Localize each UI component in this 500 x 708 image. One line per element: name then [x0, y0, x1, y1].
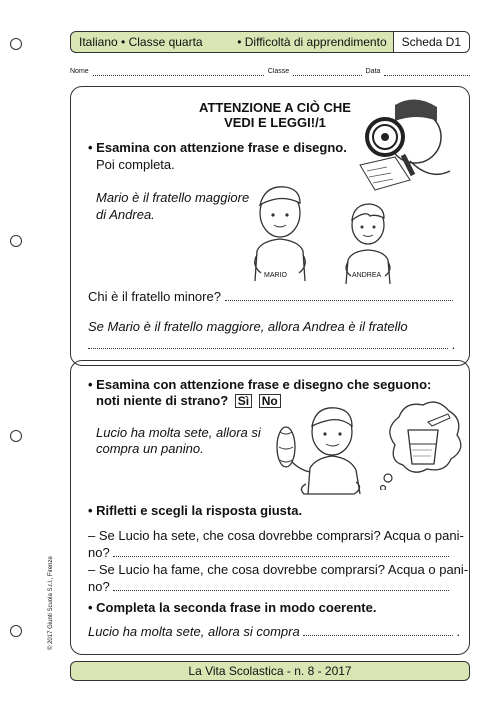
class-field[interactable] [293, 68, 361, 76]
sheet-label: Scheda D1 [393, 32, 469, 52]
complete-sentence-text: Lucio ha molta sete, allora si compra [88, 624, 300, 639]
topic-label: • Difficoltà di apprendimento [237, 35, 387, 49]
title-line-2: VEDI E LEGGI!/1 [224, 115, 326, 130]
copyright-note: © 2017 Giunti Scuola S.r.l., Firenze [48, 556, 54, 650]
binder-hole [10, 235, 22, 247]
mario-illustration [245, 183, 315, 283]
question-thirsty-end: no? [88, 545, 110, 560]
andrea-label: ANDREA [352, 272, 382, 279]
instruction-2-line-1: • Esamina con attenzione frase e disegno che seguono: [88, 377, 432, 392]
answer-field-2[interactable] [88, 338, 448, 349]
question-text: Chi è il fratello minore? [88, 289, 221, 304]
complete-instruction: • Completa la seconda frase in modo coerente. [88, 600, 377, 615]
sentence-1-line-2: di Andrea. [96, 207, 155, 222]
instruction-1-line-1: • Esamina con attenzione frase e disegno. [88, 140, 347, 155]
magnifier-boy-illustration [355, 95, 455, 195]
question-hungry-end: no? [88, 579, 110, 594]
question-hungry-line-1: – Se Lucio ha fame, che cosa dovrebbe comprarsi? Acqua o pani- [88, 562, 469, 577]
sentence-2-line-2: compra un panino. [96, 441, 204, 456]
question-thirsty-line-1: – Se Lucio ha sete, che cosa dovrebbe comprarsi? Acqua o pani- [88, 528, 464, 543]
binder-hole [10, 430, 22, 442]
binder-hole [10, 625, 22, 637]
subject-label: Italiano • Classe quarta [79, 35, 203, 49]
reflect-instruction: • Rifletti e scegli la risposta giusta. [88, 503, 303, 518]
question-thirsty-line-2 [88, 544, 449, 561]
instruction-1-line-2: Poi completa. [96, 157, 175, 172]
answer-field-1[interactable] [225, 290, 453, 301]
header-bar [70, 31, 470, 53]
answer-field-thirsty[interactable] [113, 546, 449, 557]
question-hungry-line-2 [88, 578, 449, 595]
date-label: Data [365, 68, 381, 75]
sentence-2-line-1: Lucio ha molta sete, allora si [96, 425, 261, 440]
instruction-2-text: noti niente di strano? [96, 393, 229, 408]
answer-field-hungry[interactable] [113, 580, 449, 591]
name-label: Nome [70, 68, 89, 75]
answer-field-complete[interactable] [303, 625, 453, 636]
sentence-1-line-1: Mario è il fratello maggiore [96, 190, 250, 205]
name-row [70, 68, 470, 76]
mario-label: MARIO [264, 272, 287, 279]
class-label: Classe [267, 68, 290, 75]
option-no-box[interactable]: No [259, 394, 281, 408]
option-yes-box[interactable]: Sì [235, 394, 252, 408]
page-title [190, 100, 360, 130]
statement-older-brother: Se Mario è il fratello maggiore, allora Andrea è il fratello [88, 319, 408, 334]
answer-line-2: . [88, 336, 455, 353]
question-younger-brother [88, 288, 453, 305]
name-field[interactable] [93, 68, 264, 76]
lucio-sandwich-illustration [270, 402, 375, 497]
binder-hole [10, 38, 22, 50]
thought-bubble-glass-illustration [380, 400, 465, 490]
title-line-1: ATTENZIONE A CIÒ CHE [199, 100, 351, 115]
complete-sentence-line: Lucio ha molta sete, allora si compra . [88, 624, 461, 639]
footer-bar: La Vita Scolastica - n. 8 - 2017 [70, 661, 470, 681]
instruction-2-line-2 [96, 392, 281, 409]
date-field[interactable] [384, 68, 470, 76]
